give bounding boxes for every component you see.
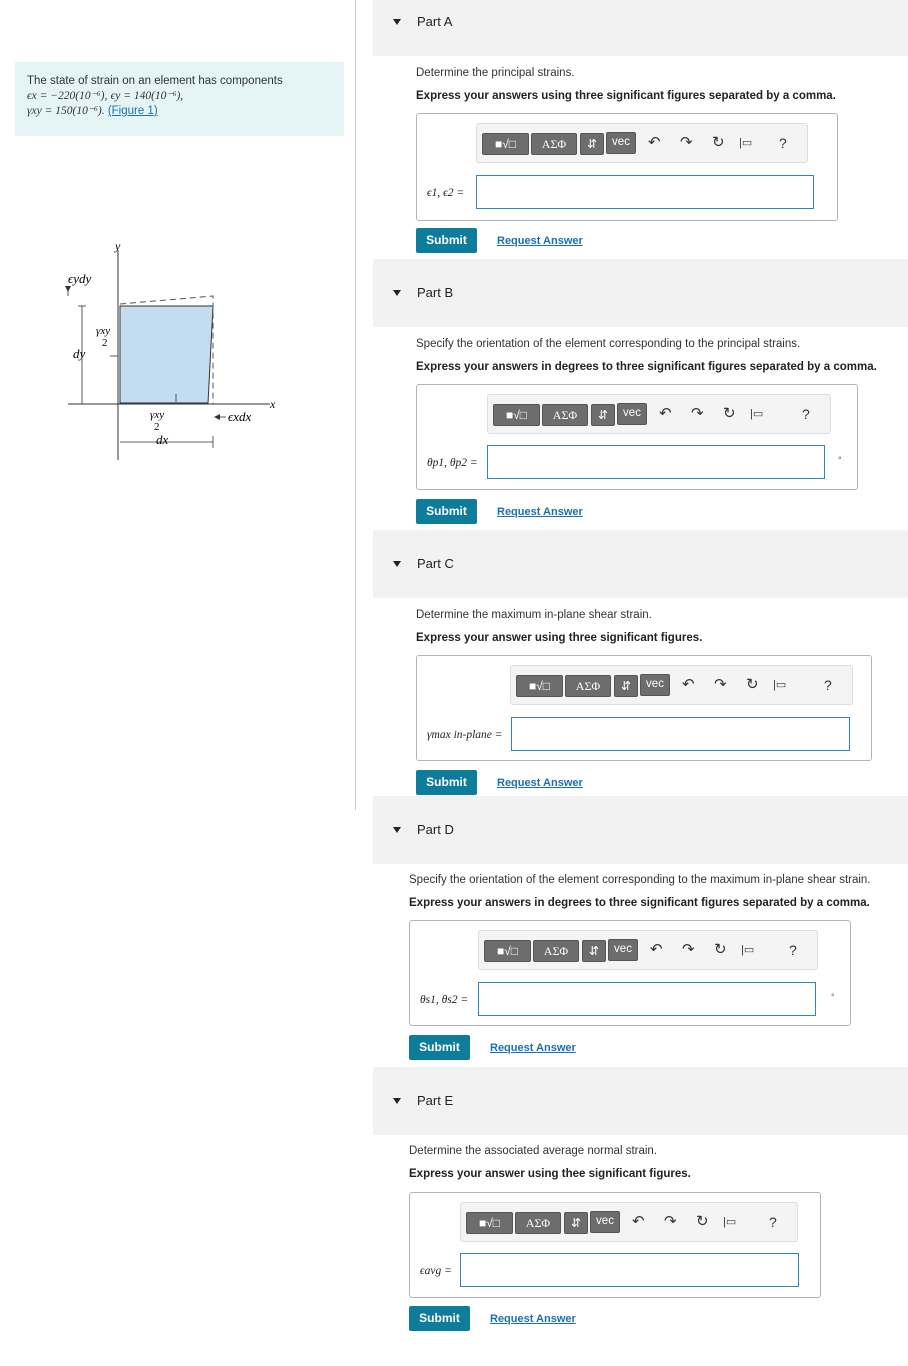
dx-label: dx bbox=[156, 432, 169, 447]
undo-icon[interactable]: ↶ bbox=[650, 941, 663, 958]
strain-ey: ϵy = 140(10⁻⁶), bbox=[110, 90, 184, 102]
ex-dx-label: ϵxdx bbox=[228, 409, 252, 424]
problem-statement bbox=[15, 62, 344, 136]
arrows-button[interactable]: ⇵ bbox=[564, 1212, 588, 1234]
arrows-button[interactable]: ⇵ bbox=[580, 133, 604, 155]
request-answer-link[interactable]: Request Answer bbox=[490, 1042, 576, 1054]
part-title: Part D bbox=[417, 822, 454, 837]
templates-button[interactable]: ■√□ bbox=[484, 940, 531, 962]
gamma-label-bottom-num: γxy bbox=[150, 409, 165, 421]
strain-gxy: γxy = 150(10⁻⁶). bbox=[27, 105, 105, 117]
part-header-1[interactable] bbox=[373, 259, 908, 327]
submit-button[interactable]: Submit bbox=[416, 228, 477, 253]
submit-button[interactable]: Submit bbox=[416, 499, 477, 524]
answer-input[interactable] bbox=[460, 1253, 799, 1287]
request-answer-link[interactable]: Request Answer bbox=[497, 235, 583, 247]
submit-button[interactable]: Submit bbox=[409, 1306, 470, 1331]
redo-icon[interactable]: ↷ bbox=[664, 1213, 677, 1230]
arrows-button[interactable]: ⇵ bbox=[614, 675, 638, 697]
part-question: Determine the maximum in-plane shear strain. bbox=[416, 609, 652, 621]
unit-label: ° bbox=[838, 455, 842, 465]
greek-button[interactable]: ΑΣΦ bbox=[542, 404, 588, 426]
answer-input[interactable] bbox=[476, 175, 814, 209]
answer-label: γmax in-plane = bbox=[427, 729, 503, 741]
column-divider bbox=[355, 0, 356, 810]
answer-label: θp1, θp2 = bbox=[427, 457, 478, 469]
help-button[interactable]: ? bbox=[769, 1214, 777, 1230]
help-button[interactable]: ? bbox=[824, 677, 832, 693]
request-answer-link[interactable]: Request Answer bbox=[497, 777, 583, 789]
reset-icon[interactable]: ↻ bbox=[696, 1213, 709, 1230]
request-answer-link[interactable]: Request Answer bbox=[490, 1313, 576, 1325]
equation-toolbar bbox=[487, 394, 831, 434]
vec-button[interactable]: vec bbox=[640, 674, 670, 696]
gamma-label-bottom-den: 2 bbox=[154, 421, 160, 433]
collapse-triangle-icon[interactable] bbox=[393, 561, 401, 567]
help-button[interactable]: ? bbox=[779, 135, 787, 151]
submit-button[interactable]: Submit bbox=[409, 1035, 470, 1060]
reset-icon[interactable]: ↻ bbox=[712, 134, 725, 151]
part-instruction: Express your answer using three significant figures. bbox=[416, 632, 703, 644]
dy-label: dy bbox=[73, 346, 86, 361]
problem-text: The state of strain on an element has components bbox=[27, 75, 283, 87]
redo-icon[interactable]: ↷ bbox=[691, 405, 704, 422]
part-instruction: Express your answers in degrees to three significant figures separated by a comma. bbox=[409, 897, 870, 909]
ey-dy-label: ϵydy bbox=[68, 271, 92, 286]
keyboard-icon[interactable]: |▭ bbox=[739, 137, 753, 149]
strain-element-figure bbox=[30, 230, 290, 470]
part-question: Specify the orientation of the element corresponding to the principal strains. bbox=[416, 338, 801, 350]
redo-icon[interactable]: ↷ bbox=[680, 134, 693, 151]
keyboard-icon[interactable]: |▭ bbox=[773, 679, 787, 691]
greek-button[interactable]: ΑΣΦ bbox=[565, 675, 611, 697]
equation-toolbar bbox=[510, 665, 853, 705]
reset-icon[interactable]: ↻ bbox=[723, 405, 736, 422]
strain-ex: ϵx = −220(10⁻⁶), bbox=[27, 90, 108, 102]
part-title: Part E bbox=[417, 1093, 454, 1108]
greek-button[interactable]: ΑΣΦ bbox=[533, 940, 579, 962]
part-instruction: Express your answers using three significant figures separated by a comma. bbox=[416, 90, 836, 102]
templates-button[interactable]: ■√□ bbox=[466, 1212, 513, 1234]
part-question: Determine the associated average normal strain. bbox=[409, 1145, 658, 1157]
part-instruction: Express your answers in degrees to three significant figures separated by a comma. bbox=[416, 361, 877, 373]
vec-button[interactable]: vec bbox=[606, 132, 636, 154]
vec-button[interactable]: vec bbox=[608, 939, 638, 961]
collapse-triangle-icon[interactable] bbox=[393, 827, 401, 833]
part-header-4[interactable] bbox=[373, 1067, 908, 1135]
redo-icon[interactable]: ↷ bbox=[682, 941, 695, 958]
part-header-3[interactable] bbox=[373, 796, 908, 864]
answer-input[interactable] bbox=[478, 982, 816, 1016]
figure-link[interactable]: (Figure 1) bbox=[107, 105, 158, 117]
collapse-triangle-icon[interactable] bbox=[393, 290, 401, 296]
answer-input[interactable] bbox=[511, 717, 850, 751]
unit-label: ° bbox=[831, 992, 835, 1002]
part-instruction: Express your answer using thee significant figures. bbox=[409, 1168, 691, 1180]
greek-button[interactable]: ΑΣΦ bbox=[515, 1212, 561, 1234]
vec-button[interactable]: vec bbox=[617, 403, 647, 425]
part-header-2[interactable] bbox=[373, 530, 908, 598]
gamma-label-left-num: γxy bbox=[96, 325, 111, 337]
request-answer-link[interactable]: Request Answer bbox=[497, 506, 583, 518]
keyboard-icon[interactable]: |▭ bbox=[723, 1216, 737, 1228]
templates-button[interactable]: ■√□ bbox=[482, 133, 529, 155]
keyboard-icon[interactable]: |▭ bbox=[741, 944, 755, 956]
undo-icon[interactable]: ↶ bbox=[659, 405, 672, 422]
answer-label: θs1, θs2 = bbox=[420, 994, 469, 1006]
vec-button[interactable]: vec bbox=[590, 1211, 620, 1233]
collapse-triangle-icon[interactable] bbox=[393, 1098, 401, 1104]
help-button[interactable]: ? bbox=[789, 942, 797, 958]
undo-icon[interactable]: ↶ bbox=[682, 676, 695, 693]
templates-button[interactable]: ■√□ bbox=[493, 404, 540, 426]
answer-label: ϵ1, ϵ2 = bbox=[427, 187, 465, 199]
keyboard-icon[interactable]: |▭ bbox=[750, 408, 764, 420]
answer-label: ϵavg = bbox=[420, 1265, 452, 1277]
templates-button[interactable]: ■√□ bbox=[516, 675, 563, 697]
y-axis-label: y bbox=[115, 239, 121, 253]
greek-button[interactable]: ΑΣΦ bbox=[531, 133, 577, 155]
equation-toolbar bbox=[460, 1202, 798, 1242]
help-button[interactable]: ? bbox=[802, 406, 810, 422]
undo-icon[interactable]: ↶ bbox=[648, 134, 661, 151]
answer-input[interactable] bbox=[487, 445, 825, 479]
part-question: Determine the principal strains. bbox=[416, 67, 575, 79]
arrows-button[interactable]: ⇵ bbox=[582, 940, 606, 962]
arrows-button[interactable]: ⇵ bbox=[591, 404, 615, 426]
x-axis-label: x bbox=[270, 397, 276, 411]
reset-icon[interactable]: ↻ bbox=[714, 941, 727, 958]
undo-icon[interactable]: ↶ bbox=[632, 1213, 645, 1230]
part-title: Part A bbox=[417, 14, 453, 29]
gamma-label-left-den: 2 bbox=[102, 337, 108, 349]
part-question: Specify the orientation of the element corresponding to the maximum in-plane shear strain. bbox=[409, 874, 871, 886]
part-title: Part C bbox=[417, 556, 454, 571]
collapse-triangle-icon[interactable] bbox=[393, 19, 401, 25]
part-header-0[interactable] bbox=[373, 0, 908, 56]
redo-icon[interactable]: ↷ bbox=[714, 676, 727, 693]
equation-toolbar bbox=[478, 930, 818, 970]
equation-toolbar bbox=[476, 123, 808, 163]
submit-button[interactable]: Submit bbox=[416, 770, 477, 795]
reset-icon[interactable]: ↻ bbox=[746, 676, 759, 693]
part-title: Part B bbox=[417, 285, 454, 300]
